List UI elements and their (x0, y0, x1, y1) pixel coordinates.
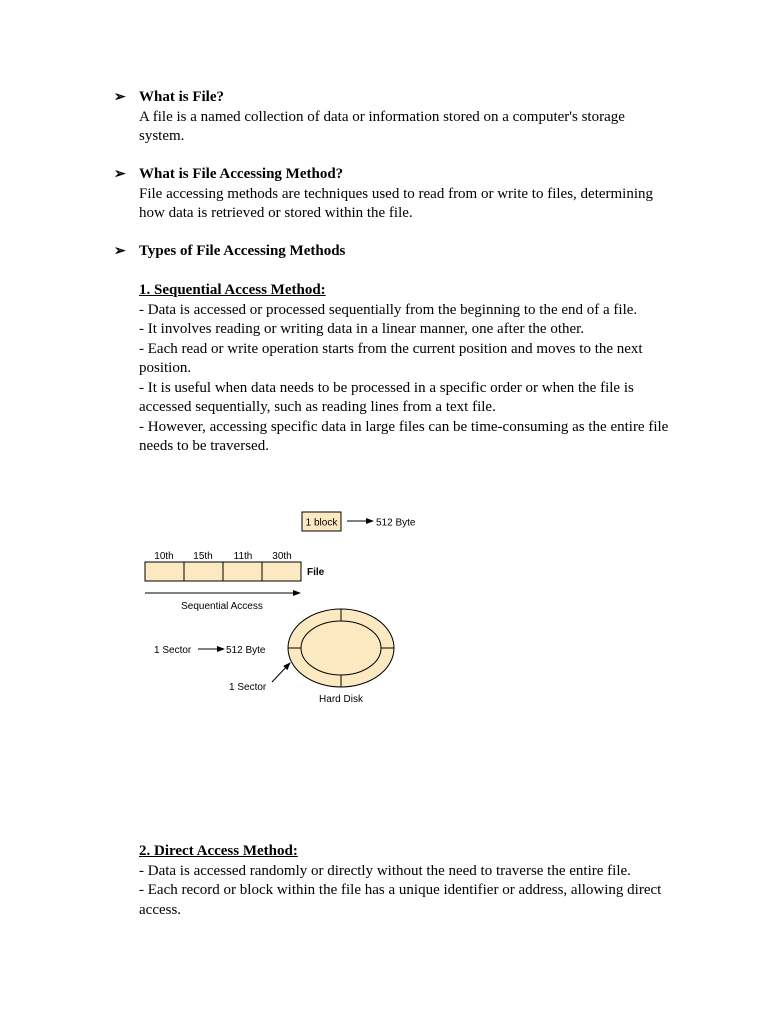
arrow-bullet-icon: ➢ (114, 90, 126, 105)
types-heading: Types of File Accessing Methods (139, 243, 346, 259)
direct-point: - Data is accessed randomly or directly without the need to traverse the entire file. (139, 862, 631, 879)
sequential-title: 1. Sequential Access Method: (139, 282, 326, 298)
sector-size-label: 512 Byte (226, 645, 266, 656)
what-is-method-heading: What is File Accessing Method? (139, 166, 344, 182)
arrow-bullet-icon: ➢ (114, 244, 126, 259)
record-label: 11th (233, 551, 253, 562)
sequential-point: - Data is accessed or processed sequentially from the beginning to the end of a file. (139, 301, 638, 318)
block-label: 1 block (305, 517, 338, 529)
sequential-point: - It is useful when data needs to be processed in a specific order or when the file is accessed sequentially, such as reading lines from a text file. (139, 379, 634, 415)
direct-point: - Each record or block within the file has a unique identifier or address, allowing direct access. (139, 882, 662, 918)
direct-section (139, 842, 679, 920)
sequential-point: - However, accessing specific data in large files can be time-consuming as the entire file needs to be traversed. (139, 418, 669, 454)
sequential-point: - It involves reading or writing data in a linear manner, one after the other. (139, 321, 585, 337)
record-label: 10th (154, 551, 174, 562)
hard-disk-label: Hard Disk (319, 694, 363, 705)
sector-label: 1 Sector (154, 645, 192, 656)
file-record-cell (184, 562, 223, 581)
what-is-method-body: File accessing methods are techniques used to read from or write to files, determining how data is retrieved or stored within the file. (139, 185, 654, 221)
hard-disk-inner (301, 621, 381, 675)
sequential-access-label: Sequential Access (181, 601, 263, 612)
sector-pointer-arrow-icon (272, 663, 290, 682)
file-record-cell (145, 562, 184, 581)
record-label: 30th (272, 551, 292, 562)
direct-title: 2. Direct Access Method: (139, 843, 298, 859)
block-size-label: 512 Byte (376, 517, 416, 529)
file-record-cell (262, 562, 301, 581)
what-is-file-heading: What is File? (139, 89, 224, 105)
file-record-cell (223, 562, 262, 581)
file-label: File (307, 567, 325, 578)
sector-pointer-label: 1 Sector (229, 682, 267, 693)
what-is-file-body: A file is a named collection of data or information stored on a computer's storage system. (139, 108, 625, 144)
sequential-point: - Each read or write operation starts from the current position and moves to the next position. (139, 340, 643, 376)
arrow-bullet-icon: ➢ (114, 167, 126, 182)
record-label: 15th (193, 551, 213, 562)
